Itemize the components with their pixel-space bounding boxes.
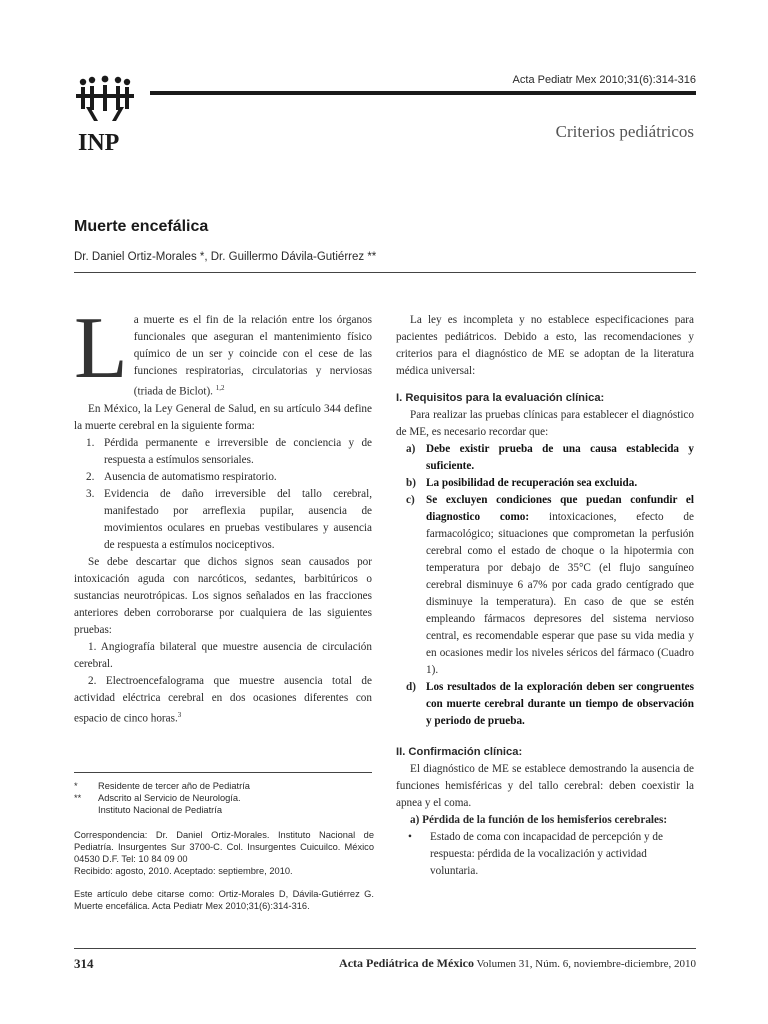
test-eeg: 2. Electroencefalograma que muestre ausencia total de actividad eléctrica cerebral en dos ocasiones diferentes con espacio de cinco horas.$^3$ [74, 674, 372, 725]
list-item: c) Se excluyen condiciones que puedan confundir el diagnostico como: intoxicaciones, efecto de farmacológico; situaciones que comprometan la perfusión cerebral como el estado de choque o la hipotermia con temperatura por debajo de 35°C (el flujo sanguíneo cerebral disminuye 6 a7% por cada grado centígrado que disminuye la temperatura). En caso de que se estén empleando fármacos depresores del sistema nervioso central, es recomendable esperar que pase su vida media y en ocasiones medir los niveles séricos del fármaco (Cuadro 1). [406, 494, 694, 676]
subheading-hemispheres: a) Pérdida de la función de los hemisferios cerebrales: [410, 814, 668, 826]
page-number: 314 [74, 956, 94, 971]
left-column [74, 300, 372, 727]
citation-note: Este artículo debe citarse como: Ortiz-Morales D, Dávila-Gutiérrez G. Muerte encefálica. Acta Pediatr Mex 2010;31(6):314-316. [74, 889, 374, 911]
confirmation-paragraph: El diagnóstico de ME se establece demostrando la ausencia de funciones hemisféricas y del tallo cerebral: deben coexistir la apnea y el coma. [396, 763, 694, 809]
article-title: Muerte encefálica [74, 218, 209, 235]
criteria-list [74, 435, 372, 554]
requirements-list [396, 441, 694, 730]
list-item: d) Los resultados de la exploración deben ser congruentes con muerte cerebral durante un tiempo de observación y periodo de prueba. [406, 681, 694, 727]
right-column [396, 312, 694, 880]
heading-requirements: I. Requisitos para la evaluación clínica: [396, 392, 605, 404]
section-title: Criterios pediátricos [555, 122, 694, 141]
footer-journal: Acta Pediátrica de México Volumen 31, Núm. 6, noviembre-diciembre, 2010 [339, 956, 696, 970]
footnote: * Residente de tercer año de Pediatría [74, 781, 250, 791]
requirements-intro: Para realizar las pruebas clínicas para establecer el diagnóstico de ME, es necesario recordar que: [396, 409, 694, 438]
test-angiography: 1. Angiografía bilateral que muestre ausencia de circulación cerebral. [74, 640, 372, 670]
correspondence: Correspondencia: Dr. Daniel Ortiz-Morales. Instituto Nacional de Pediatría. Insurgentes Sur 3700-C. Col. Insurgentes Cuicuilco. México 04530 D.F. Tel: 10 84 09 00 [74, 830, 374, 864]
footnote: Instituto Nacional de Pediatría [98, 805, 223, 815]
title-rule [74, 272, 696, 273]
article-authors: Dr. Daniel Ortiz-Morales *, Dr. Guillermo Dávila-Gutiérrez ** [74, 251, 377, 263]
svg-text:INP: INP [78, 130, 120, 154]
list-item: b) La posibilidad de recuperación sea excluida. [406, 477, 638, 489]
footer-rule [74, 948, 696, 949]
inp-logo [74, 74, 136, 154]
list-item: a) Debe existir prueba de una causa establecida y suficiente. [406, 443, 694, 472]
footnote: ** Adscrito al Servicio de Neurología. [74, 793, 241, 803]
inp-children-icon [74, 74, 136, 154]
citation-ref: 3 [177, 710, 182, 719]
intro-text: a muerte es el fin de la relación entre los órganos funcionales que aseguran el mantenimiento físico químico de un ser y coincide con el cese de las funciones respiratorias, circulatorias y nerviosas (triada de Biclot). [133, 314, 372, 398]
law-incomplete-paragraph: La ley es incompleta y no establece especificaciones para pacientes pediátricos. Debido a esto, las recomendaciones y criterios para el diagnóstico de ME se adoptan de la literatura médica universal: [396, 314, 694, 377]
intro-paragraph [74, 300, 372, 401]
footnotes [74, 780, 374, 912]
list-item: 1. Pérdida permanente e irreversible de conciencia y de respuesta a estímulos sensoriales. [86, 436, 372, 466]
drop-cap: L [74, 300, 128, 397]
heading-confirmation: II. Confirmación clínica: [396, 746, 523, 758]
footnote-rule [74, 772, 372, 773]
law-paragraph: En México, la Ley General de Salud, en su artículo 344 define la muerte cerebral en la siguiente forma: [74, 402, 372, 432]
list-item: 3. Evidencia de daño irreversible del tallo cerebral, manifestado por arreflexia pupilar, ausencia de movimientos oculares en pruebas vestibulares y ausencia de respuesta a estímulos nociceptivos. [86, 487, 372, 551]
journal-reference: Acta Pediatr Mex 2010;31(6):314-316 [512, 74, 696, 86]
bullet-item: • Estado de coma con incapacidad de percepción y de respuesta: pérdida de la vocalización y actividad voluntaria. [408, 831, 663, 877]
citation-ref: 1,2 [215, 384, 225, 392]
list-item: 2. Ausencia de automatismo respiratorio. [86, 470, 277, 483]
header-rule [150, 91, 696, 95]
exclusion-paragraph: Se debe descartar que dichos signos sean causados por intoxicación aguda con narcóticos, sedantes, barbitúricos o sustancias neurotrópicas. Los signos señalados en las fracciones anteriores deben corroborarse por cualquiera de las siguientes pruebas: [74, 555, 372, 636]
received-dates: Recibido: agosto, 2010. Aceptado: septiembre, 2010. [74, 866, 293, 876]
